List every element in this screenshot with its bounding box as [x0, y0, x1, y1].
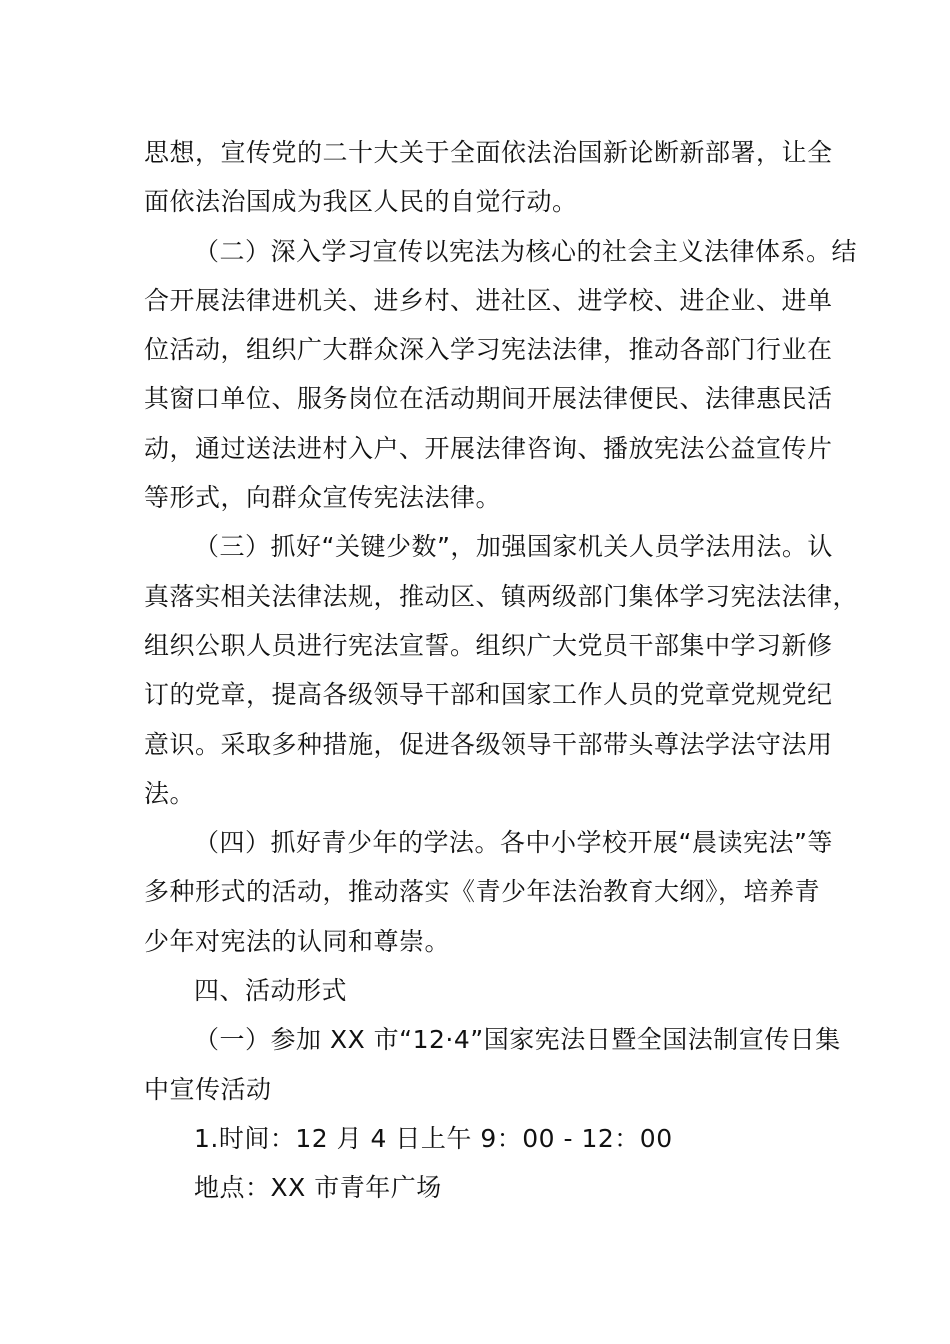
text-line: （一）参加 XX 市“12·4”国家宪法日暨全国法制宣传日集: [194, 1025, 841, 1055]
paragraph-two: [144, 227, 858, 523]
text-line: 少年对宪法的认同和尊崇。: [144, 926, 451, 956]
text-line: 思想，宣传党的二十大关于全面依法治国新论断新部署，让全: [144, 138, 833, 167]
text-line: 组织公职人员进行宪法宣誓。组织广大党员干部集中学习新修: [144, 630, 833, 660]
text-line: 意识。采取多种措施，促进各级领导干部带头尊法学法守法用: [144, 729, 833, 759]
text-line: 位活动，组织广大群众深入学习宪法法律，推动各部门行业在: [144, 335, 833, 365]
section-heading: [144, 966, 808, 1015]
text-line: 多种形式的活动，推动落实《青少年法治教育大纲》，培养青: [144, 877, 821, 907]
event-location: [144, 1163, 808, 1212]
text-line: 法。: [144, 778, 196, 808]
text-line: 订的党章，提高各级领导干部和国家工作人员的党章党规党纪: [144, 680, 833, 710]
text-line: 合开展法律进机关、进乡村、进社区、进学校、进企业、进单: [144, 285, 833, 315]
document-body: [144, 128, 859, 1213]
paragraph-four: [144, 818, 833, 966]
paragraph-continuation: [144, 128, 833, 227]
text-line: （三）抓好“关键少数”，加强国家机关人员学法用法。认: [194, 532, 833, 562]
text-line: 其窗口单位、服务岗位在活动期间开展法律便民、法律惠民活: [144, 384, 833, 414]
text-line: 等形式，向群众宣传宪法法律。: [144, 483, 502, 513]
text-line: 地点：XX 市青年广场: [194, 1173, 442, 1203]
heading-text: 四、活动形式: [194, 976, 348, 1006]
paragraph-three: [144, 522, 859, 818]
text-line: （四）抓好青少年的学法。各中小学校开展“晨读宪法”等: [194, 828, 833, 858]
text-line: 面依法治国成为我区人民的自觉行动。: [144, 187, 578, 217]
text-line: 真落实相关法律法规，推动区、镇两级部门集体学习宪法法律，: [144, 581, 859, 611]
paragraph-five: [144, 1015, 841, 1114]
text-line: 动，通过送法进村入户、开展法律咨询、播放宪法公益宣传片: [144, 433, 833, 463]
text-line: （二）深入学习宣传以宪法为核心的社会主义法律体系。结: [194, 236, 858, 266]
event-time: [144, 1114, 808, 1163]
text-line: 1.时间：12 月 4 日上午 9：00 - 12：00: [194, 1123, 673, 1153]
text-line: 中宣传活动: [144, 1074, 272, 1104]
